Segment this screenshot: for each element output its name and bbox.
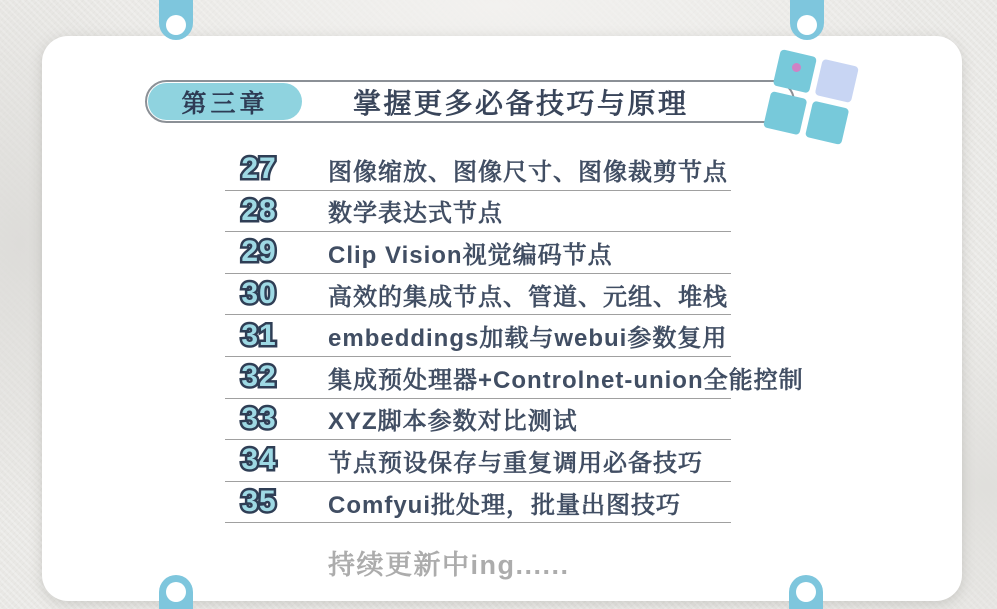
toc-row	[225, 274, 731, 316]
toc-row	[225, 232, 731, 274]
binder-clip-bottom-left-icon	[159, 575, 193, 609]
toc-row	[225, 482, 731, 524]
toc-number: 27 27	[225, 152, 293, 186]
binder-clip-top-left-icon	[159, 0, 193, 40]
toc-row	[225, 315, 731, 357]
toc-number: 35 35	[225, 485, 293, 519]
chapter-badge	[148, 83, 302, 120]
toc-topic: 高效的集成节点、管道、元组、堆栈	[328, 283, 728, 311]
toc-row	[225, 440, 731, 482]
toc-number: 29 29	[225, 235, 293, 269]
pink-dot-icon	[792, 63, 801, 72]
toc-topic: Clip Vision视觉编码节点	[328, 241, 613, 269]
toc-number: 34 34	[225, 443, 293, 477]
toc-number: 32 32	[225, 360, 293, 394]
binder-clip-bottom-right-icon	[789, 575, 823, 609]
toc-number: 33 33	[225, 402, 293, 436]
square-teal-2	[763, 91, 807, 135]
toc-topic: 数学表达式节点	[328, 200, 503, 228]
binder-clip-top-right-icon	[790, 0, 824, 40]
footer-note: 持续更新中ing......	[328, 550, 570, 580]
toc-topic: Comfyui批处理，批量出图技巧	[328, 491, 681, 519]
toc-topic: 集成预处理器+Controlnet-union全能控制	[328, 366, 804, 394]
toc-row	[225, 149, 731, 191]
toc-topic: embeddings加载与webui参数复用	[328, 325, 728, 353]
page-title: 掌握更多必备技巧与原理	[353, 87, 689, 119]
toc-row	[225, 399, 731, 441]
chapter-header	[145, 80, 795, 123]
toc-topic: XYZ脚本参数对比测试	[328, 408, 578, 436]
toc-row	[225, 357, 804, 399]
toc-topic: 节点预设保存与重复调用必备技巧	[328, 449, 703, 477]
toc-number: 31 31	[225, 319, 293, 353]
toc-number: 28 28	[225, 194, 293, 228]
chapter-badge-label: 第三章	[181, 89, 269, 118]
toc-row	[225, 191, 731, 233]
toc-list	[225, 149, 804, 523]
toc-number: 30 30	[225, 277, 293, 311]
toc-topic: 图像缩放、图像尺寸、图像裁剪节点	[328, 158, 728, 186]
